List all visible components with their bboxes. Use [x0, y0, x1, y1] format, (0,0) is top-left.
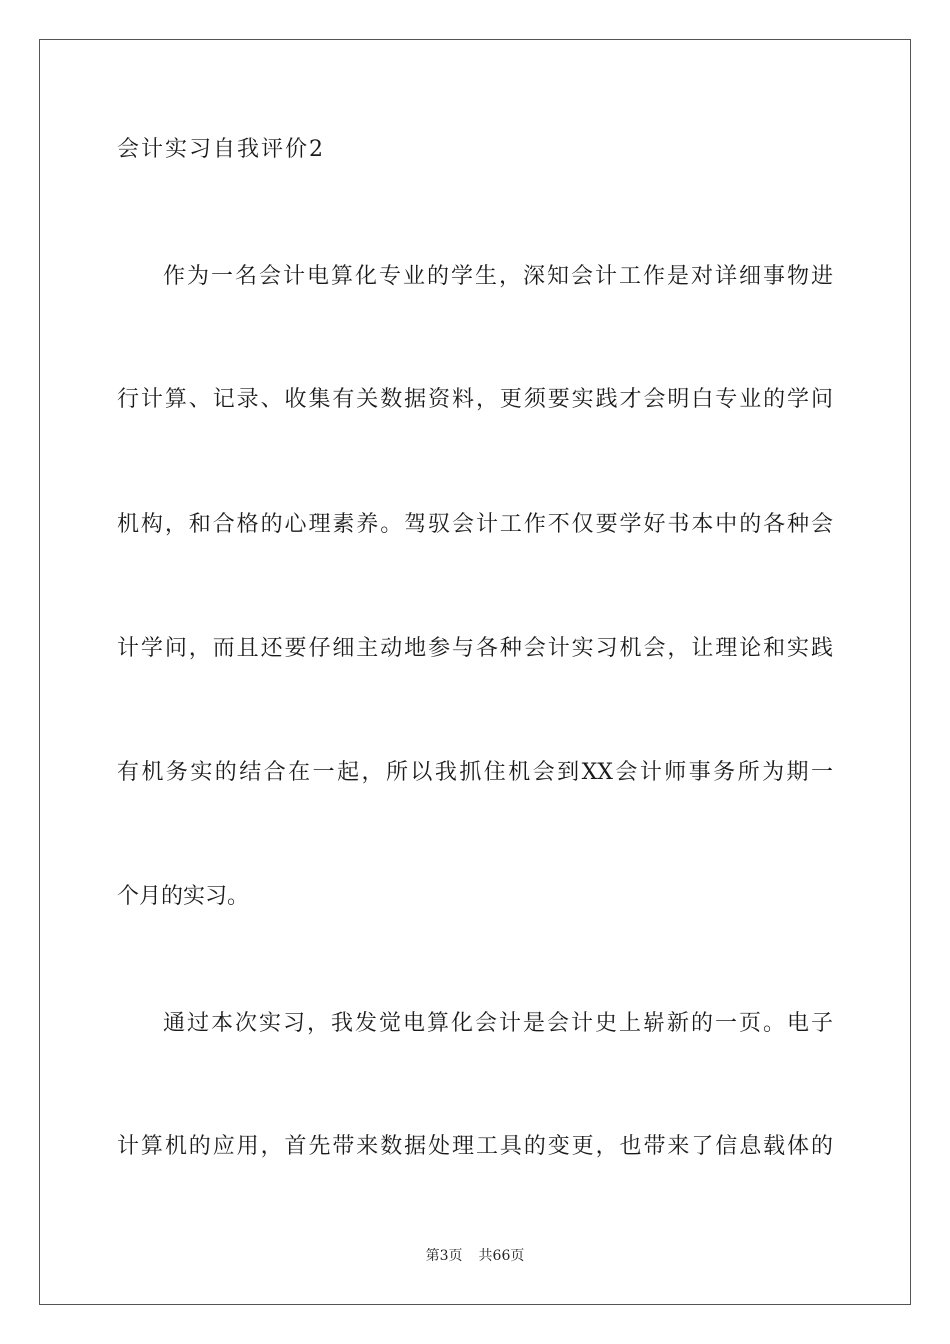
document-title: 会计实习自我评价2: [117, 137, 325, 162]
paragraph-1-line-2: 行计算、记录、收集有关数据资料，更须要实践才会明白专业的学问: [117, 387, 833, 412]
paragraph-1-line-5: 有机务实的结合在一起，所以我抓住机会到XX会计师事务所为期一: [117, 760, 833, 785]
page-total: 共66页: [478, 1248, 525, 1264]
paragraph-2-line-1: 通过本次实习，我发觉电算化会计是会计史上崭新的一页。电子: [163, 1011, 833, 1036]
paragraph-2-line-2: 计算机的应用，首先带来数据处理工具的变更，也带来了信息载体的: [117, 1134, 833, 1159]
paragraph-1-line-6: 个月的实习。: [117, 884, 250, 909]
paragraph-1-line-4: 计学问，而且还要仔细主动地参与各种会计实习机会，让理论和实践: [117, 636, 833, 661]
page-number: 第3页: [425, 1248, 463, 1264]
paragraph-1-line-1: 作为一名会计电算化专业的学生，深知会计工作是对详细事物进: [163, 264, 833, 289]
page-footer: [0, 1247, 950, 1265]
paragraph-1-line-3: 机构，和合格的心理素养。驾驭会计工作不仅要学好书本中的各种会: [117, 512, 833, 537]
page-border: [39, 39, 911, 1305]
